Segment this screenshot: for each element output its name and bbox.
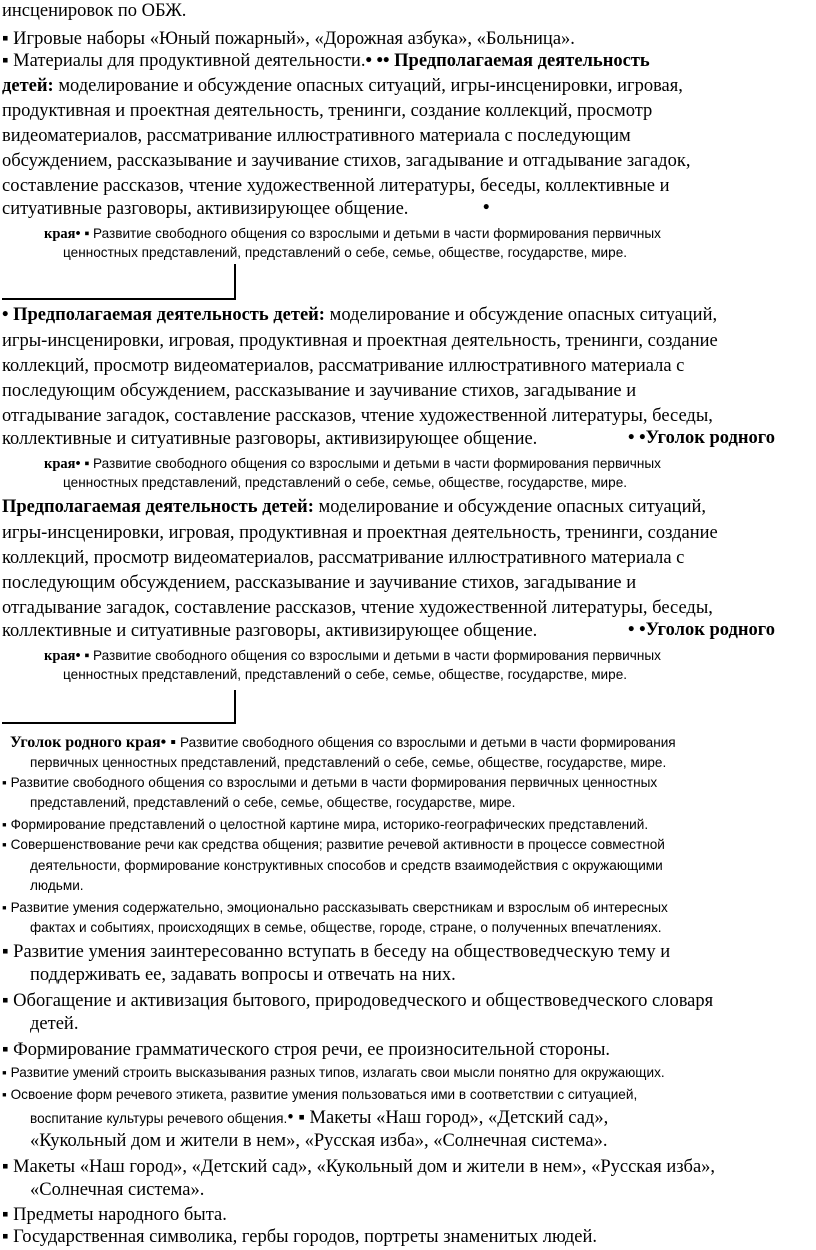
heading-run: Предполагаемая деятельность детей: [13,305,325,325]
text-line: инсценировок по ОБЖ. [2,1,187,21]
bullet-item [2,52,650,71]
text-line: детей. [30,1014,79,1034]
text-run: ситуативные разговоры, активизирующее общение. [2,199,409,219]
text-line: «Кукольный дом и жители в нем», «Русская изба», «Солнечная система». [30,1131,608,1151]
heading-run: Предполагаемая деятельность детей: [2,497,314,517]
text-line: коллекций, просмотр видеоматериалов, рассматривание иллюстративного материала с [2,548,685,568]
bullet-marks: • • [628,620,646,640]
text-line [2,77,683,96]
bullet-marks: • ▪ [75,226,93,242]
text-line: отгадывание загадок, составление рассказов, чтение художественной литературы, беседы, [2,598,713,618]
text-line [44,456,661,472]
text-line: последующим обсуждением, рассказывание и заучивание стихов, загадывание и [2,573,637,593]
text-line: коллективные и ситуативные разговоры, активизирующее общение. [2,429,538,449]
text-line: фактах и событиях, происходящих в семье, обществе, городе, стране, о полученных впечатлениях. [30,920,662,935]
bullet-item: ▪ Развитие умений строить высказывания разных типов, излагать свои мысли понятно для окружающих. [2,1065,665,1080]
bullet-item: ▪ Формирование представлений о целостной картине мира, историко-географических представлений. [2,817,649,832]
bullet-item: ▪ Развитие свободного общения со взрослыми и детьми в части формирования первичных ценностных [2,775,658,790]
text-line [628,429,775,448]
bullet-item: ▪ Развитие умения заинтересованно вступать в беседу на обществоведческую тему и [2,942,671,962]
bullet-item: ▪ Развитие умения содержательно, эмоционально рассказывать сверстникам и взрослым об интересных [2,900,668,915]
text-line: игры-инсценировки, игровая, продуктивная и проектная деятельность, тренинги, создание [2,523,718,543]
text-run: воспитание культуры речевого общения. [30,1111,288,1126]
bullet-marks: • ▪ [75,456,93,472]
text-line: коллективные и ситуативные разговоры, активизирующее общение. [2,621,538,641]
bullet-item: ▪ Государственная символика, гербы городов, портреты знаменитых людей. [2,1227,598,1247]
vertical-rule [234,264,236,300]
text-line: ценностных представлений, представлений о себе, семье, обществе, государстве, мире. [63,475,628,490]
heading-run: края [44,648,76,664]
text-line [10,735,676,751]
bullet-item: ▪ Совершенствование речи как средства общения; развитие речевой активности в процессе совместной [2,837,665,852]
heading-run: Уголок родного [645,620,775,640]
text-run: • ▪ Макеты «Наш город», «Детский сад», [287,1108,609,1128]
bullet-marks: • ▪ [160,734,180,751]
heading-run: детей: [2,76,54,96]
text-line: коллекций, просмотр видеоматериалов, рассматривание иллюстративного материала с [2,356,685,376]
text-run: Развитие свободного общения со взрослыми и детьми в части формирования [179,735,676,750]
text-run: Развитие свободного общения со взрослыми и детьми в части формирования первичных [92,648,661,663]
text-line: видеоматериалов, рассматривание иллюстративного материала с последующим [2,126,631,146]
text-run: ▪ Материалы для продуктивной деятельности. [2,51,366,71]
text-line: первичных ценностных представлений, представлений о себе, семье, обществе, государстве, мире. [30,755,667,770]
text-run: моделирование и обсуждение опасных ситуаций, [324,305,718,325]
bullet-mark: • [483,198,490,218]
text-line: продуктивная и проектная деятельность, тренинги, создание коллекций, просмотр [2,101,653,121]
text-line: поддерживать ее, задавать вопросы и отвечать на них. [30,965,456,985]
bullet-marks: • ▪ [75,648,93,664]
text-run: моделирование и обсуждение опасных ситуаций, игры-инсценировки, игровая, [53,76,683,96]
bullet-mark: • [2,305,14,325]
text-line: составление рассказов, чтение художественной литературы, беседы, коллективные и [2,176,670,196]
bullet-item: ▪ Макеты «Наш город», «Детский сад», «Кукольный дом и жители в нем», «Русская изба», [2,1157,716,1177]
text-line: последующим обсуждением, рассказывание и заучивание стихов, загадывание и [2,381,637,401]
bullet-item: ▪ Обогащение и активизация бытового, природоведческого и обществоведческого словаря [2,991,714,1011]
text-line [2,200,408,219]
bullet-item: ▪ Формирование грамматического строя речи, ее произносительной стороны. [2,1040,611,1060]
text-line: ценностных представлений, представлений о себе, семье, обществе, государстве, мире. [63,667,628,682]
text-line: игры-инсценировки, игровая, продуктивная и проектная деятельность, тренинги, создание [2,331,718,351]
heading-run: Уголок родного края [10,734,161,751]
heading-run: края [44,226,76,242]
bullet-item: ▪ Игровые наборы «Юный пожарный», «Дорожная азбука», «Больница». [2,29,575,49]
bullet-item: ▪ Освоение форм речевого этикета, развитие умения пользоваться ими в соответствии с ситуацией, [2,1087,638,1102]
text-line [30,1109,608,1128]
text-line [44,648,661,664]
text-line [2,306,717,325]
bullet-item: ▪ Предметы народного быта. [2,1205,227,1225]
bullet-marks: • •• [365,51,395,71]
heading-run: Уголок родного [645,428,775,448]
text-line: отгадывание загадок, составление рассказов, чтение художественной литературы, беседы, [2,406,713,426]
vertical-rule [234,690,236,724]
horizontal-rule [2,722,236,724]
text-run: Развитие свободного общения со взрослыми и детьми в части формирования первичных [92,226,661,241]
text-run: моделирование и обсуждение опасных ситуаций, [313,497,706,517]
text-line: людьми. [30,878,84,893]
text-line [44,226,661,242]
text-line: «Солнечная система». [30,1180,205,1200]
text-line: деятельности, формирование конструктивных способов и средств взаимодействия с окружающими [30,858,663,873]
text-line: представлений, представлений о себе, семье, обществе, государстве, мире. [30,795,516,810]
text-line: обсуждением, рассказывание и заучивание стихов, загадывание и отгадывание загадок, [2,151,691,171]
text-line [2,498,706,517]
heading-run: края [44,456,76,472]
text-line [628,621,775,640]
horizontal-rule [2,298,236,300]
bullet-marks: • • [628,428,646,448]
heading-run: Предполагаемая деятельность [394,51,650,71]
text-line: ценностных представлений, представлений о себе, семье, обществе, государстве, мире. [63,245,628,260]
text-run: Развитие свободного общения со взрослыми и детьми в части формирования первичных [92,456,661,471]
